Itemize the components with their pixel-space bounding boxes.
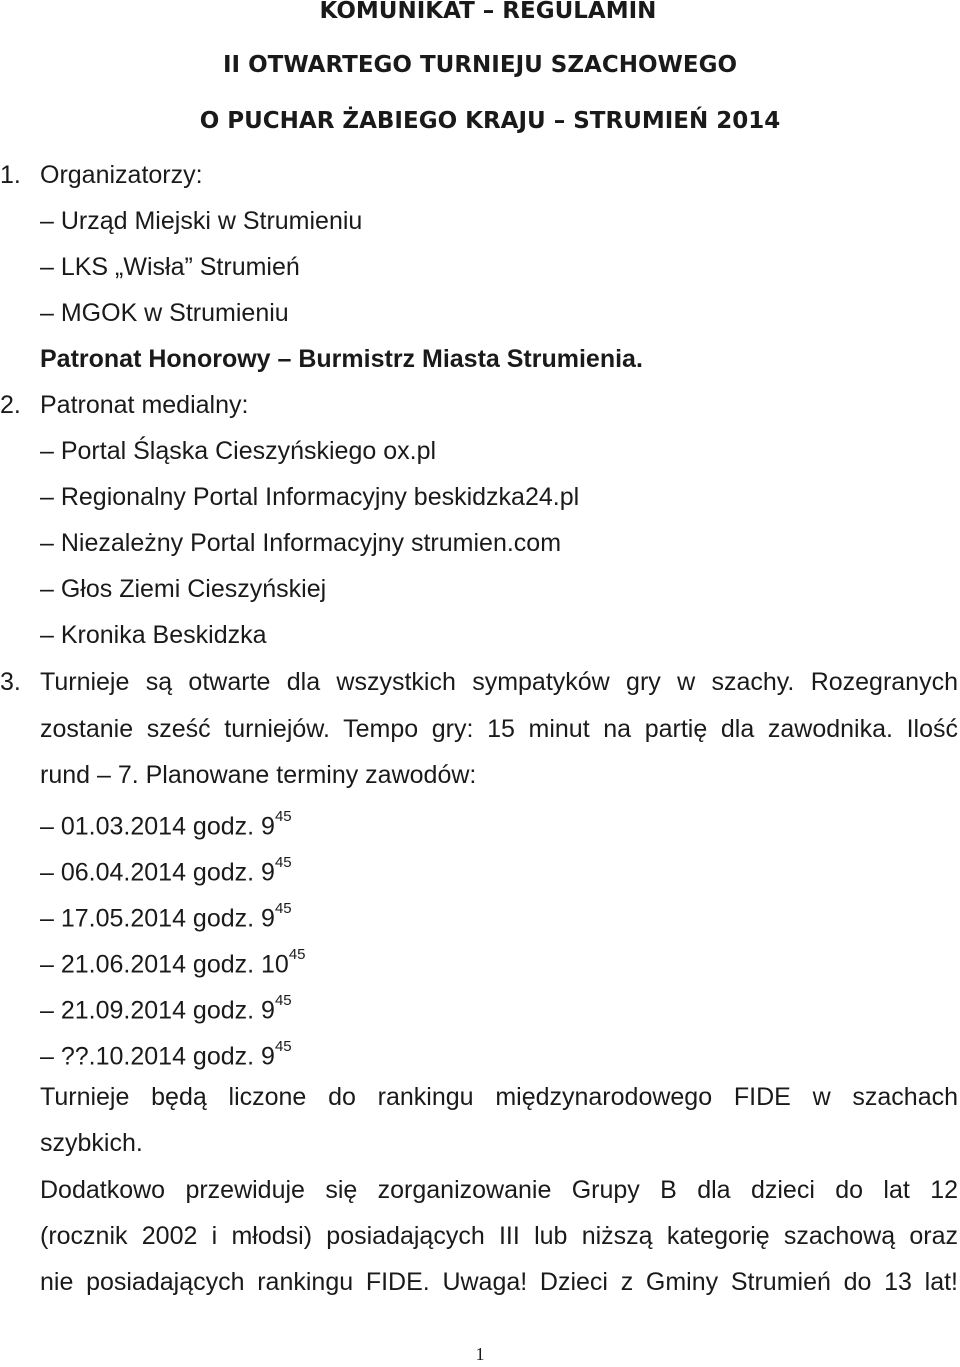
section-2-heading [0,390,248,420]
section-title: Patronat medialny: [40,391,249,419]
time-minutes: 45 [274,808,292,825]
schedule-date [40,898,292,933]
time-minutes: 45 [274,854,292,871]
schedule-date [40,806,292,841]
organizer-item: – LKS „Wisła” Strumień [40,253,300,281]
date-text: – 17.05.2014 godz. 9 [40,904,275,933]
fide-text-line-2: szybkich. [40,1129,143,1157]
date-text: – ??.10.2014 godz. 9 [40,1042,275,1071]
group-b-text-line-3: nie posiadających rankingu FIDE. Uwaga! Dzieci z Gminy Strumień do 13 lat! [40,1268,958,1296]
section-3-text-line-3: rund – 7. Planowane terminy zawodów: [40,761,477,789]
section-title: Organizatorzy: [40,161,203,189]
media-item: – Niezależny Portal Informacyjny strumien.com [40,529,562,557]
section-3-text-line-1: Turnieje są otwarte dla wszystkich sympatyków gry w szachy. Rozegranych [40,668,958,696]
media-item: – Regionalny Portal Informacyjny beskidzka24.pl [40,483,580,511]
schedule-date [40,852,292,887]
media-item: – Portal Śląska Cieszyńskiego ox.pl [40,437,437,465]
section-3-text-line-2: zostanie sześć turniejów. Tempo gry: 15 minut na partię dla zawodnika. Ilość [40,715,958,743]
section-number: 2. [0,391,21,419]
schedule-date [40,944,306,979]
time-minutes: 45 [274,992,292,1009]
section-1-heading [0,160,203,190]
schedule-date [40,1036,292,1071]
fide-text-line-1: Turnieje będą liczone do rankingu międzynarodowego FIDE w szachach [40,1083,958,1111]
document-subtitle: II OTWARTEGO TURNIEJU SZACHOWEGO [222,52,738,78]
group-b-text-line-1: Dodatkowo przewiduje się zorganizowanie Grupy B dla dzieci do lat 12 [40,1176,958,1204]
date-text: – 21.06.2014 godz. 10 [40,950,289,979]
section-number: 1. [0,161,21,189]
document-title: KOMUNIKAT – REGULAMIN [319,0,657,24]
date-text: – 06.04.2014 godz. 9 [40,858,275,887]
media-item: – Głos Ziemi Cieszyńskiej [40,575,327,603]
section-3-number: 3. [0,668,21,696]
group-b-text-line-2: (rocznik 2002 i młodsi) posiadających III lub niższą kategorię szachową oraz [40,1222,958,1250]
date-text: – 21.09.2014 godz. 9 [40,996,275,1025]
time-minutes: 45 [274,900,292,917]
page-number: 1 [475,1344,485,1364]
time-minutes: 45 [274,1038,292,1055]
media-item: – Kronika Beskidzka [40,621,267,649]
schedule-date [40,990,292,1025]
organizer-item: – MGOK w Strumieniu [40,299,289,327]
time-minutes: 45 [288,946,306,963]
organizer-item: – Urząd Miejski w Strumieniu [40,207,363,235]
document-subtitle-2: O PUCHAR ŻABIEGO KRAJU – STRUMIEŃ 2014 [199,108,781,134]
date-text: – 01.03.2014 godz. 9 [40,812,275,841]
honorary-patronage: Patronat Honorowy – Burmistrz Miasta Strumienia. [40,345,643,373]
